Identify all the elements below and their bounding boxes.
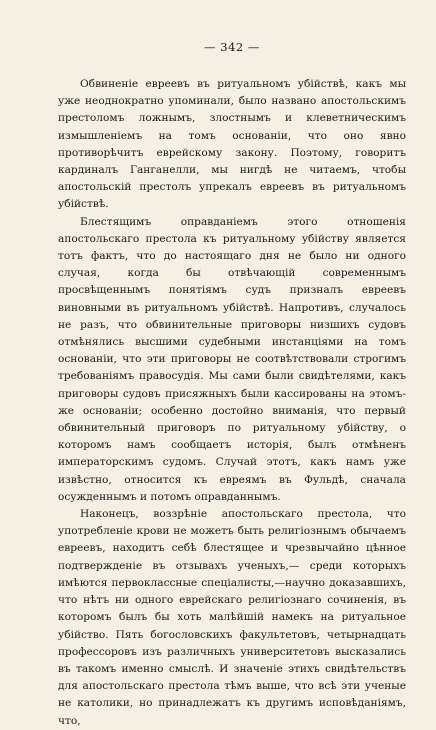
paragraph-ritual-accusation: Обвиненіе евреевъ въ ритуальномъ убійствѣ, какъ мы уже неоднократно упоминали, было названо апостольскимъ престоломъ ложнымъ, злостнымъ и клеветническимъ измышленіемъ на томъ основаніи, что оно явно противорѣчитъ еврейскому закону. Поэтому, говоритъ кардиналъ Ганганелли, мы нигдѣ не читаемъ, чтобы апостольскій престолъ упрекалъ евреевъ въ ритуальномъ убійствѣ. [58,78,406,211]
page-number: — 342 — [204,40,260,54]
paragraph-court-verdicts: Блестящимъ оправданіемъ этого отношенія апостольскаго престола къ ритуальному убійству является тотъ фактъ, что до настоящаго дня не было ни одного случая, когда бы отвѣчающій современнымъ просвѣщеннымъ понятіямъ судъ призналъ евреевъ виновными въ ритуальномъ убійствѣ. Напротивъ, случалось не разъ, что обвинительные приговоры низшихъ судовъ отмѣнялись высшими судебными инстанціями на томъ основаніи, что эти приговоры не соотвѣтствовали строгимъ требованіямъ правосудія. Мы сами были свидѣтелями, какъ приговоры судовъ присяжныхъ были кассированы на этомъ-же основаніи; особенно достойно вниманія, что первый обвинительный приговоръ по ритуальному убійству, о которомъ намъ сообщаетъ исторія, былъ отмѣненъ императорскимъ судомъ. Случай этотъ, какъ намъ уже извѣстно, относится къ евреямъ въ Фульдѣ, сначала осужденнымъ и потомъ оправданнымъ. [58,215,406,503]
paragraph-scholarly-testimony: Наконецъ, воззрѣніе апостольскаго престола, что употребленіе крови не можетъ быть религіознымъ обычаемъ евреевъ, находитъ себѣ блестящее и чрезвычайно цѣнное подтвержденіе въ отзывахъ ученыхъ,— среди которыхъ имѣются первоклассные спеціалисты,—научно доказавшихъ, что нѣтъ ни одного еврейскаго религіознаго сочиненія, въ которомъ былъ бы хоть малѣйшій намекъ на ритуальное убійство. Пять богословскихъ факультетовъ, четырнадцать профессоровъ изъ различныхъ университетовъ высказались въ такомъ именно смыслѣ. И значеніе этихъ свидѣтельствъ для апостольскаго престола тѣмъ выше, что всѣ эти ученые не католики, но принадлежатъ къ другимъ исповѣданіямъ, что, [58,508,406,727]
